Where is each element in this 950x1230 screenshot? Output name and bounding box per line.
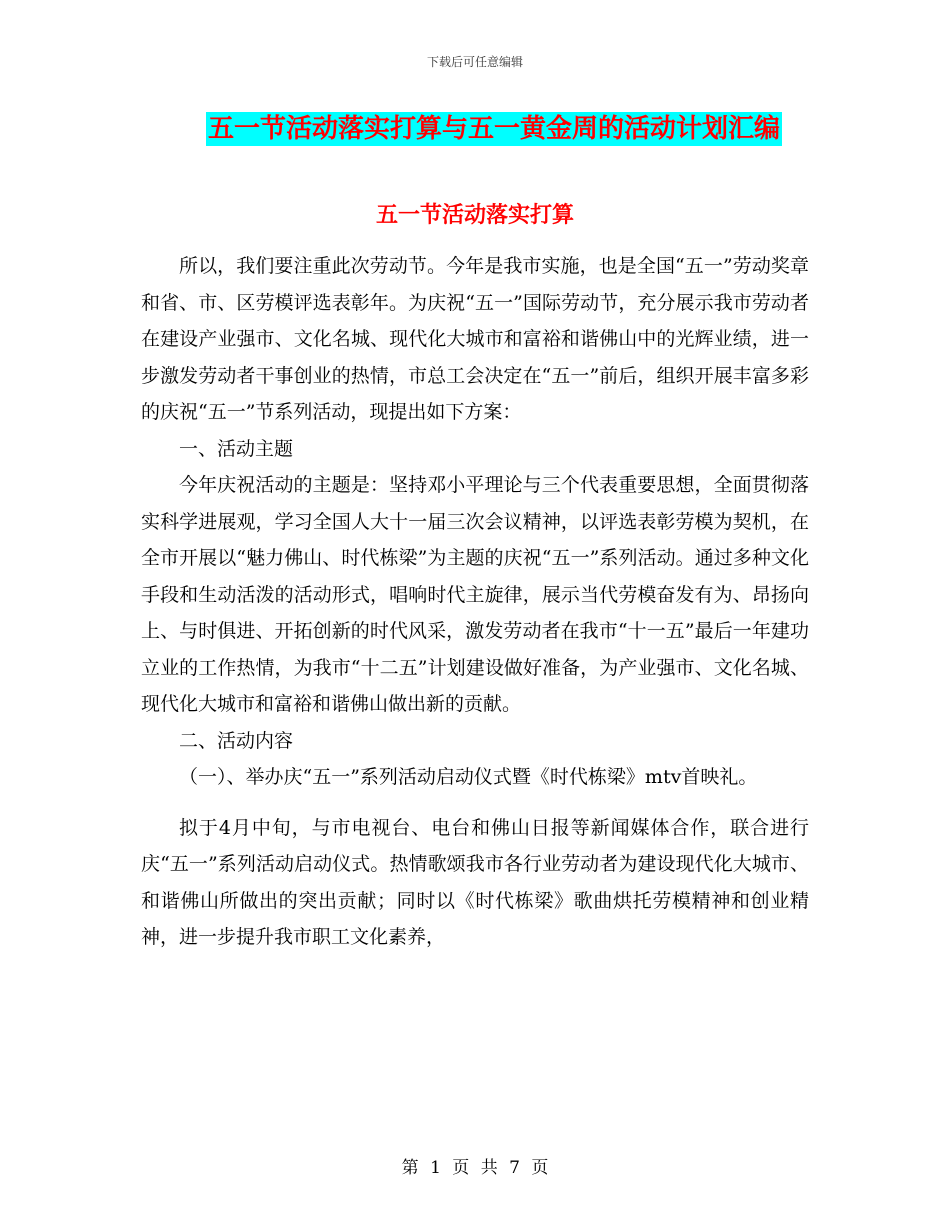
heading-activity-content: 二、活动内容 (179, 729, 294, 752)
paragraph-item-1: （一）、举办庆“五一”系列活动启动仪式暨《时代栋梁》mtv首映礼。 (179, 766, 758, 788)
section-title: 五一节活动落实打算 (375, 203, 574, 228)
document-body (141, 248, 809, 956)
paragraph-launch-ceremony: 拟于4月中旬，与市电视台、电台和佛山日报等新闻媒体合作，联合进行庆“五一”系列活动启动仪式。热情歌颂我市各行业劳动者为建设现代化大城市、和谐佛山所做出的突出贡献；同时以《时代栋梁》歌曲烘托劳模精神和创业精神，进一步提升我市职工文化素养， (141, 816, 809, 948)
page-header-note: 下载后可任意编辑 (426, 55, 523, 69)
document-title: 五一节活动落实打算与五一黄金周的活动计划汇编 (208, 114, 781, 144)
paragraph-theme: 今年庆祝活动的主题是：坚持邓小平理论与三个代表重要思想，全面贯彻落实科学进展观，学习全国人大十一届三次会议精神，以评选表彰劳模为契机，在全市开展以“魅力佛山、时代栋梁”为主题的庆祝“五一”系列活动。通过多种文化手段和生动活泼的活动形式，唱响时代主旋律，展示当代劳模奋发有为、昂扬向上、与时俱进、开拓创新的时代风采，激发劳动者在我市“十一五”最后一年建功立业的工作热情，为我市“十二五”计划建设做好准备，为产业强市、文化名城、现代化大城市和富裕和谐佛山做出新的贡献。 (141, 474, 809, 715)
page-number-footer: 第 1 页 共 7 页 (401, 1158, 549, 1178)
heading-activity-theme: 一、活动主题 (179, 437, 294, 460)
paragraph-intro: 所以，我们要注重此次劳动节。今年是我市实施，也是全国“五一”劳动奖章和省、市、区劳模评选表彰年。为庆祝“五一”国际劳动节，充分展示我市劳动者在建设产业强市、文化名城、现代化大城市和富裕和谐佛山中的光辉业绩，进一步激发劳动者干事创业的热情，市总工会决定在“五一”前后，组织开展丰富多彩的庆祝“五一”节系列活动，现提出如下方案： (141, 255, 809, 423)
